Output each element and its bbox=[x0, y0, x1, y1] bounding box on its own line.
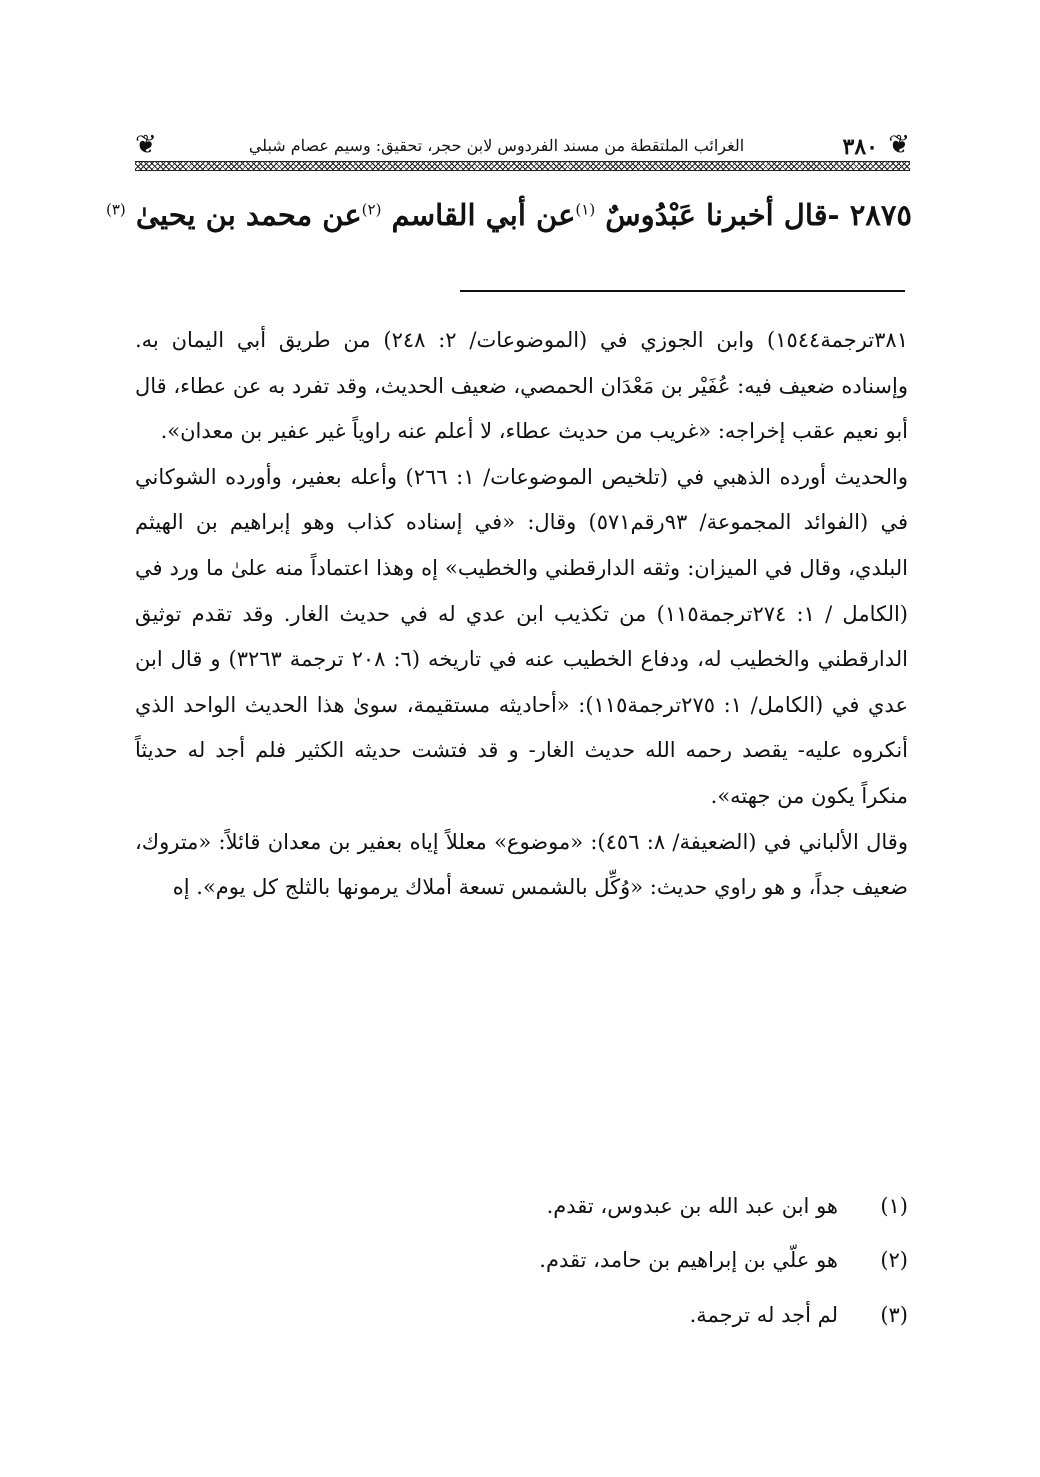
hadith-text: عن محمد بن يحيىٰ bbox=[125, 198, 362, 232]
footnote-number: (٣) bbox=[880, 1303, 908, 1327]
note-paragraph: ٣٨١ترجمة١٥٤٤) وابن الجوزي في (الموضوعات/ ٢: ٢٤٨) من طريق أبي اليمان به. وإسناده ضعيف فيه: عُفَيْر بن مَعْدَان الحمصي، ضعيف الحديث، وقد تفرد به عن عطاء، قال أبو نعيم عقب إخراجه: «غريب من حديث عطاء، لا أعلم عنه راوياً غير عفير بن معدان». bbox=[135, 328, 908, 444]
footnote-number: (٢) bbox=[880, 1248, 908, 1272]
header-divider bbox=[135, 161, 910, 171]
hadith-number: ٢٨٧٥ bbox=[849, 198, 912, 232]
footnote-item bbox=[135, 1240, 908, 1280]
footnote-text: هو ابن عبد الله بن عبدوس، تقدم. bbox=[546, 1194, 838, 1218]
footnote-ref: (١) bbox=[575, 200, 596, 219]
note-paragraph: والحديث أورده الذهبي في (تلخيص الموضوعات/ ١: ٢٦٦) وأعله بعفير، وأورده الشوكاني في (الفوائد المجموعة/ ٩٣رقم٥٧١) وقال: «في إسناده كذاب وهو إبراهيم بن الهيثم البلدي، وقال في الميزان: وثقه الدارقطني والخطيب» إه وهذا اعتماداً منه علىٰ ما ورد في (الكامل / ١: ٢٧٤ترجمة١١٥) من تكذيب ابن عدي له في حديث الغار. وقد تقدم توثيق الدارقطني والخطيب له، ودفاع الخطيب عنه في تاريخه (٦: ٢٠٨ ترجمة ٣٢٦٣) و قال ابن عدي في (الكامل/ ١: ٢٧٥ترجمة١١٥): «أحاديثه مستقيمة، سوىٰ هذا الحديث الواحد الذي أنكروه عليه- يقصد رحمه الله حديث الغار- و قد فتشت حديثه الكثير فلم أجد له حديثاً منكراً يكون من جهته». bbox=[135, 464, 909, 808]
note-paragraph: وقال الألباني في (الضعيفة/ ٨: ٤٥٦): «موضوع» معللاً إياه بعفير بن معدان قائلاً: «متروك، ضعيف جداً، و هو راوي حديث: «وُكِّل بالشمس تسعة أملاك يرمونها بالثلج كل يوم». إه bbox=[135, 829, 908, 900]
floral-ornament-icon: ❦ bbox=[888, 130, 910, 160]
footnote-continuation bbox=[135, 318, 908, 911]
floral-ornament-icon: ❦ bbox=[135, 130, 157, 160]
hadith-text: -قال أخبرنا عَبْدُوسٌ bbox=[595, 198, 850, 232]
footnote-number: (١) bbox=[880, 1194, 908, 1218]
footnote-item bbox=[135, 1186, 908, 1226]
footnote-text: هو علّي بن إبراهيم بن حامد، تقدم. bbox=[539, 1248, 838, 1272]
running-header bbox=[135, 128, 910, 176]
page-number: ٣٨٠ bbox=[842, 134, 878, 160]
footnote-ref: (٣) bbox=[105, 200, 126, 219]
footnote-text: لم أجد له ترجمة. bbox=[689, 1303, 838, 1327]
hadith-heading bbox=[105, 192, 912, 242]
book-title: الغرائب الملتقطة من مسند الفردوس لابن حجر، تحقيق: وسيم عصام شبلي bbox=[248, 136, 745, 155]
footnote-separator bbox=[460, 290, 905, 292]
hadith-text: عن أبي القاسم bbox=[381, 198, 576, 232]
footnote-item bbox=[135, 1295, 908, 1335]
footnote-ref: (٢) bbox=[361, 200, 382, 219]
